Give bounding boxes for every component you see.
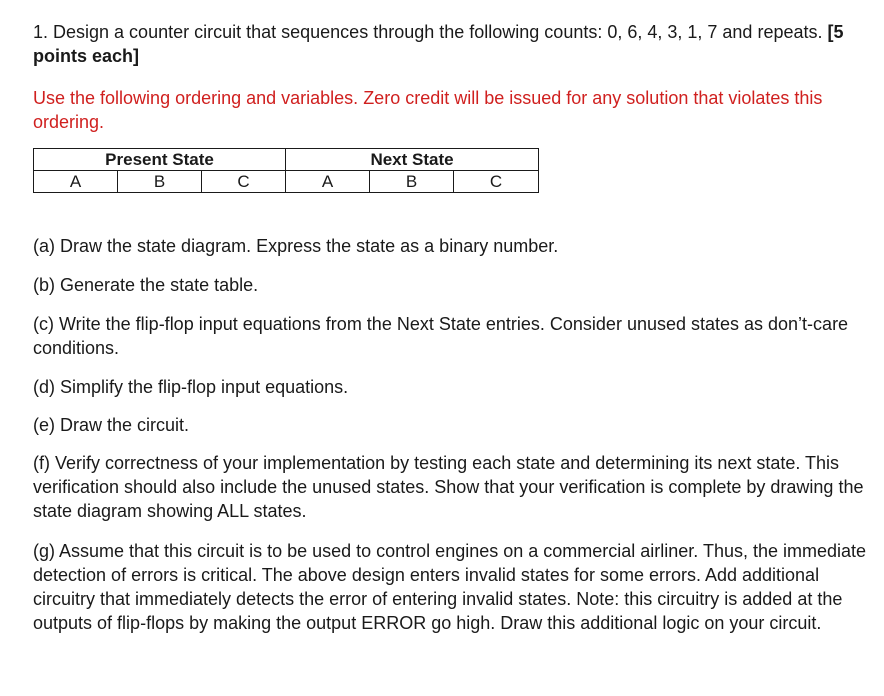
question-title [33, 20, 868, 68]
points-label: [5 points each] [33, 22, 844, 66]
next-state-header: Next State [286, 149, 539, 171]
part-f: (f) Verify correctness of your implementation by testing each state and determining its next state. This verification should also include the unused states. Show that your verification is complete by drawing the state diagram showing ALL states. [33, 453, 864, 521]
state-table-variable-row [34, 171, 539, 193]
next-var-c: C [454, 171, 539, 193]
part-c: (c) Write the flip-flop input equations from the Next State entries. Consider unused states as don’t-care conditions. [33, 314, 849, 358]
part-e: (e) Draw the circuit. [33, 415, 190, 435]
part-d: (d) Simplify the flip-flop input equations. [33, 377, 349, 397]
present-state-header: Present State [34, 149, 286, 171]
part-b: (b) Generate the state table. [33, 275, 259, 295]
next-var-a: A [286, 171, 370, 193]
present-var-b: B [118, 171, 202, 193]
present-var-a: A [34, 171, 118, 193]
present-var-c: C [202, 171, 286, 193]
next-var-b: B [370, 171, 454, 193]
ordering-note: Use the following ordering and variables. Zero credit will be issued for any solution that violates this ordering. [33, 88, 823, 132]
state-table-header-row [34, 149, 539, 171]
question-heading: 1. Design a counter circuit that sequences through the following counts: 0, 6, 4, 3, 1, 7 and repeats. [33, 22, 823, 42]
part-a: (a) Draw the state diagram. Express the state as a binary number. [33, 236, 559, 256]
part-g: (g) Assume that this circuit is to be used to control engines on a commercial airliner. Thus, the immediate detection of errors is critical. The above design enters invalid states for some errors. Add additional circuitry that immediately detects the error of entering invalid states. Note: this circuitry is added at the outputs of flip-flops by making the output ERROR go high. Draw this additional logic on your circuit. [33, 541, 867, 633]
state-table [33, 148, 539, 193]
